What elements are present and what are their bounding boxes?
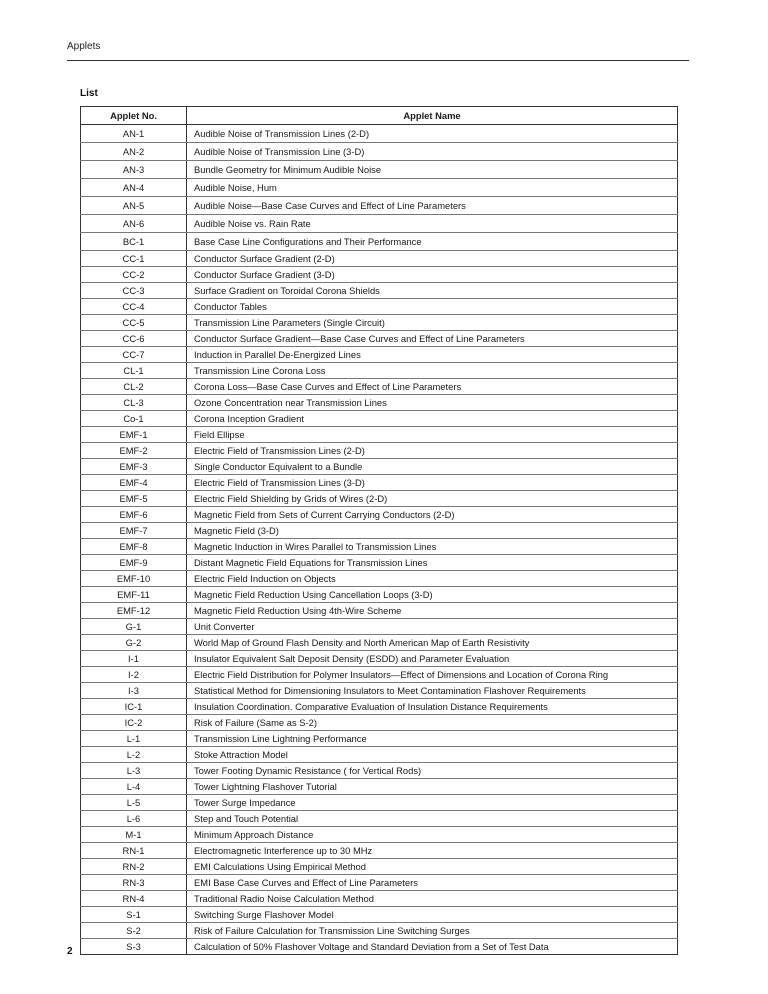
applet-number-cell: EMF-5 bbox=[81, 491, 187, 507]
applet-name-cell: Audible Noise—Base Case Curves and Effect of Line Parameters bbox=[187, 197, 678, 215]
applet-name-cell: Transmission Line Corona Loss bbox=[187, 363, 678, 379]
table-row bbox=[81, 379, 678, 395]
applet-name-cell: Tower Lightning Flashover Tutorial bbox=[187, 779, 678, 795]
applet-list-table bbox=[80, 106, 678, 955]
applet-name-cell: Conductor Surface Gradient (3-D) bbox=[187, 267, 678, 283]
applet-name-cell: Corona Inception Gradient bbox=[187, 411, 678, 427]
applet-number-cell: EMF-8 bbox=[81, 539, 187, 555]
table-row bbox=[81, 411, 678, 427]
applet-number-cell: L-6 bbox=[81, 811, 187, 827]
applet-number-cell: EMF-12 bbox=[81, 603, 187, 619]
table-row bbox=[81, 251, 678, 267]
applet-number-cell: CC-4 bbox=[81, 299, 187, 315]
applet-number-cell: S-2 bbox=[81, 923, 187, 939]
table-row bbox=[81, 443, 678, 459]
table-row bbox=[81, 539, 678, 555]
applet-number-cell: S-1 bbox=[81, 907, 187, 923]
applet-name-cell: Insulation Coordination. Comparative Evaluation of Insulation Distance Requirements bbox=[187, 699, 678, 715]
table-row bbox=[81, 161, 678, 179]
table-row bbox=[81, 143, 678, 161]
applet-number-cell: CC-7 bbox=[81, 347, 187, 363]
applet-name-cell: Stoke Attraction Model bbox=[187, 747, 678, 763]
applet-name-cell: Bundle Geometry for Minimum Audible Noise bbox=[187, 161, 678, 179]
applet-number-cell: EMF-11 bbox=[81, 587, 187, 603]
applet-name-cell: Risk of Failure Calculation for Transmission Line Switching Surges bbox=[187, 923, 678, 939]
table-row bbox=[81, 699, 678, 715]
table-row bbox=[81, 683, 678, 699]
table-row bbox=[81, 215, 678, 233]
applet-name-cell: Transmission Line Parameters (Single Circuit) bbox=[187, 315, 678, 331]
table-row bbox=[81, 459, 678, 475]
table-row bbox=[81, 715, 678, 731]
applet-name-cell: Electric Field of Transmission Lines (2-D) bbox=[187, 443, 678, 459]
table-row bbox=[81, 523, 678, 539]
applet-number-cell: EMF-4 bbox=[81, 475, 187, 491]
applet-name-cell: Electric Field Distribution for Polymer Insulators—Effect of Dimensions and Location of Corona Ring bbox=[187, 667, 678, 683]
table-row bbox=[81, 747, 678, 763]
table-row bbox=[81, 811, 678, 827]
table-row bbox=[81, 315, 678, 331]
page-number: 2 bbox=[67, 946, 73, 957]
applet-number-cell: AN-5 bbox=[81, 197, 187, 215]
applet-number-cell: RN-4 bbox=[81, 891, 187, 907]
table-row bbox=[81, 667, 678, 683]
applet-number-cell: EMF-1 bbox=[81, 427, 187, 443]
applet-number-cell: AN-2 bbox=[81, 143, 187, 161]
applet-number-cell: IC-2 bbox=[81, 715, 187, 731]
applet-name-cell: Conductor Surface Gradient—Base Case Curves and Effect of Line Parameters bbox=[187, 331, 678, 347]
applet-number-cell: M-1 bbox=[81, 827, 187, 843]
applet-number-cell: L-5 bbox=[81, 795, 187, 811]
applet-name-cell: Audible Noise, Hum bbox=[187, 179, 678, 197]
applet-number-cell: CL-1 bbox=[81, 363, 187, 379]
applet-name-cell: Electric Field of Transmission Lines (3-D) bbox=[187, 475, 678, 491]
applet-number-cell: I-1 bbox=[81, 651, 187, 667]
applet-number-cell: BC-1 bbox=[81, 233, 187, 251]
applet-name-cell: Magnetic Field from Sets of Current Carrying Conductors (2-D) bbox=[187, 507, 678, 523]
applet-number-cell: CC-2 bbox=[81, 267, 187, 283]
applet-number-cell: AN-4 bbox=[81, 179, 187, 197]
applet-number-cell: L-1 bbox=[81, 731, 187, 747]
applet-number-cell: L-4 bbox=[81, 779, 187, 795]
applet-name-cell: Electromagnetic Interference up to 30 MHz bbox=[187, 843, 678, 859]
table-row bbox=[81, 555, 678, 571]
applet-name-cell: Tower Surge Impedance bbox=[187, 795, 678, 811]
table-row bbox=[81, 331, 678, 347]
table-row bbox=[81, 603, 678, 619]
applet-number-cell: EMF-2 bbox=[81, 443, 187, 459]
applet-name-cell: EMI Base Case Curves and Effect of Line Parameters bbox=[187, 875, 678, 891]
table-row bbox=[81, 763, 678, 779]
applet-name-cell: Field Ellipse bbox=[187, 427, 678, 443]
table-row bbox=[81, 347, 678, 363]
table-row bbox=[81, 651, 678, 667]
table-row bbox=[81, 571, 678, 587]
applet-number-cell: EMF-3 bbox=[81, 459, 187, 475]
table-row bbox=[81, 283, 678, 299]
applet-number-cell: CC-5 bbox=[81, 315, 187, 331]
table-row bbox=[81, 795, 678, 811]
applet-name-cell: Audible Noise of Transmission Line (3-D) bbox=[187, 143, 678, 161]
table-row bbox=[81, 827, 678, 843]
running-head: Applets bbox=[67, 41, 101, 52]
applet-name-cell: Distant Magnetic Field Equations for Transmission Lines bbox=[187, 555, 678, 571]
applet-number-cell: L-2 bbox=[81, 747, 187, 763]
applet-name-cell: Unit Converter bbox=[187, 619, 678, 635]
header-rule bbox=[67, 60, 689, 61]
applet-number-cell: AN-6 bbox=[81, 215, 187, 233]
applet-name-cell: EMI Calculations Using Empirical Method bbox=[187, 859, 678, 875]
column-header-applet-name: Applet Name bbox=[187, 107, 678, 125]
table-row bbox=[81, 427, 678, 443]
applet-number-cell: CL-3 bbox=[81, 395, 187, 411]
table-row bbox=[81, 907, 678, 923]
applet-number-cell: I-2 bbox=[81, 667, 187, 683]
applet-name-cell: Risk of Failure (Same as S-2) bbox=[187, 715, 678, 731]
applet-name-cell: Magnetic Induction in Wires Parallel to Transmission Lines bbox=[187, 539, 678, 555]
applet-number-cell: RN-1 bbox=[81, 843, 187, 859]
table-row bbox=[81, 233, 678, 251]
section-title: List bbox=[80, 88, 98, 99]
applet-name-cell: Magnetic Field Reduction Using Cancellation Loops (3-D) bbox=[187, 587, 678, 603]
applet-name-cell: Magnetic Field Reduction Using 4th-Wire Scheme bbox=[187, 603, 678, 619]
table-row bbox=[81, 587, 678, 603]
table-row bbox=[81, 363, 678, 379]
applet-number-cell: CC-1 bbox=[81, 251, 187, 267]
table-row bbox=[81, 875, 678, 891]
table-row bbox=[81, 939, 678, 955]
applet-name-cell: Base Case Line Configurations and Their Performance bbox=[187, 233, 678, 251]
table-row bbox=[81, 923, 678, 939]
applet-number-cell: Co-1 bbox=[81, 411, 187, 427]
applet-number-cell: CC-3 bbox=[81, 283, 187, 299]
table-row bbox=[81, 843, 678, 859]
applet-name-cell: Calculation of 50% Flashover Voltage and Standard Deviation from a Set of Test Data bbox=[187, 939, 678, 955]
applet-number-cell: G-2 bbox=[81, 635, 187, 651]
applet-name-cell: Electric Field Shielding by Grids of Wires (2-D) bbox=[187, 491, 678, 507]
applet-number-cell: RN-2 bbox=[81, 859, 187, 875]
applet-number-cell: CC-6 bbox=[81, 331, 187, 347]
applet-number-cell: CL-2 bbox=[81, 379, 187, 395]
table-row bbox=[81, 491, 678, 507]
applet-name-cell: Corona Loss—Base Case Curves and Effect of Line Parameters bbox=[187, 379, 678, 395]
applet-number-cell: L-3 bbox=[81, 763, 187, 779]
applet-number-cell: G-1 bbox=[81, 619, 187, 635]
applet-name-cell: Audible Noise vs. Rain Rate bbox=[187, 215, 678, 233]
table-row bbox=[81, 891, 678, 907]
table-row bbox=[81, 475, 678, 491]
column-header-applet-no: Applet No. bbox=[81, 107, 187, 125]
table-row bbox=[81, 859, 678, 875]
applet-number-cell: EMF-9 bbox=[81, 555, 187, 571]
table-row bbox=[81, 779, 678, 795]
applet-name-cell: Step and Touch Potential bbox=[187, 811, 678, 827]
table-row bbox=[81, 125, 678, 143]
table-row bbox=[81, 507, 678, 523]
applet-name-cell: Conductor Tables bbox=[187, 299, 678, 315]
table-row bbox=[81, 197, 678, 215]
applet-number-cell: EMF-7 bbox=[81, 523, 187, 539]
table-row bbox=[81, 731, 678, 747]
table-row bbox=[81, 299, 678, 315]
applet-number-cell: EMF-10 bbox=[81, 571, 187, 587]
table-body bbox=[81, 125, 678, 955]
applet-number-cell: RN-3 bbox=[81, 875, 187, 891]
applet-number-cell: S-3 bbox=[81, 939, 187, 955]
applet-name-cell: Induction in Parallel De-Energized Lines bbox=[187, 347, 678, 363]
applet-name-cell: Magnetic Field (3-D) bbox=[187, 523, 678, 539]
applet-number-cell: I-3 bbox=[81, 683, 187, 699]
applet-number-cell: AN-1 bbox=[81, 125, 187, 143]
applet-name-cell: World Map of Ground Flash Density and North American Map of Earth Resistivity bbox=[187, 635, 678, 651]
table-row bbox=[81, 179, 678, 197]
applet-number-cell: EMF-6 bbox=[81, 507, 187, 523]
applet-number-cell: IC-1 bbox=[81, 699, 187, 715]
applet-name-cell: Surface Gradient on Toroidal Corona Shields bbox=[187, 283, 678, 299]
applet-name-cell: Insulator Equivalent Salt Deposit Density (ESDD) and Parameter Evaluation bbox=[187, 651, 678, 667]
table-row bbox=[81, 395, 678, 411]
applet-name-cell: Audible Noise of Transmission Lines (2-D) bbox=[187, 125, 678, 143]
applet-name-cell: Transmission Line Lightning Performance bbox=[187, 731, 678, 747]
applet-name-cell: Ozone Concentration near Transmission Lines bbox=[187, 395, 678, 411]
applet-name-cell: Electric Field Induction on Objects bbox=[187, 571, 678, 587]
table-row bbox=[81, 619, 678, 635]
applet-name-cell: Switching Surge Flashover Model bbox=[187, 907, 678, 923]
applet-name-cell: Minimum Approach Distance bbox=[187, 827, 678, 843]
applet-name-cell: Single Conductor Equivalent to a Bundle bbox=[187, 459, 678, 475]
table-header-row bbox=[81, 107, 678, 125]
applet-name-cell: Traditional Radio Noise Calculation Method bbox=[187, 891, 678, 907]
applet-name-cell: Statistical Method for Dimensioning Insulators to Meet Contamination Flashover Requirements bbox=[187, 683, 678, 699]
table-row bbox=[81, 267, 678, 283]
applet-name-cell: Tower Footing Dynamic Resistance ( for Vertical Rods) bbox=[187, 763, 678, 779]
table-row bbox=[81, 635, 678, 651]
applet-number-cell: AN-3 bbox=[81, 161, 187, 179]
applet-name-cell: Conductor Surface Gradient (2-D) bbox=[187, 251, 678, 267]
